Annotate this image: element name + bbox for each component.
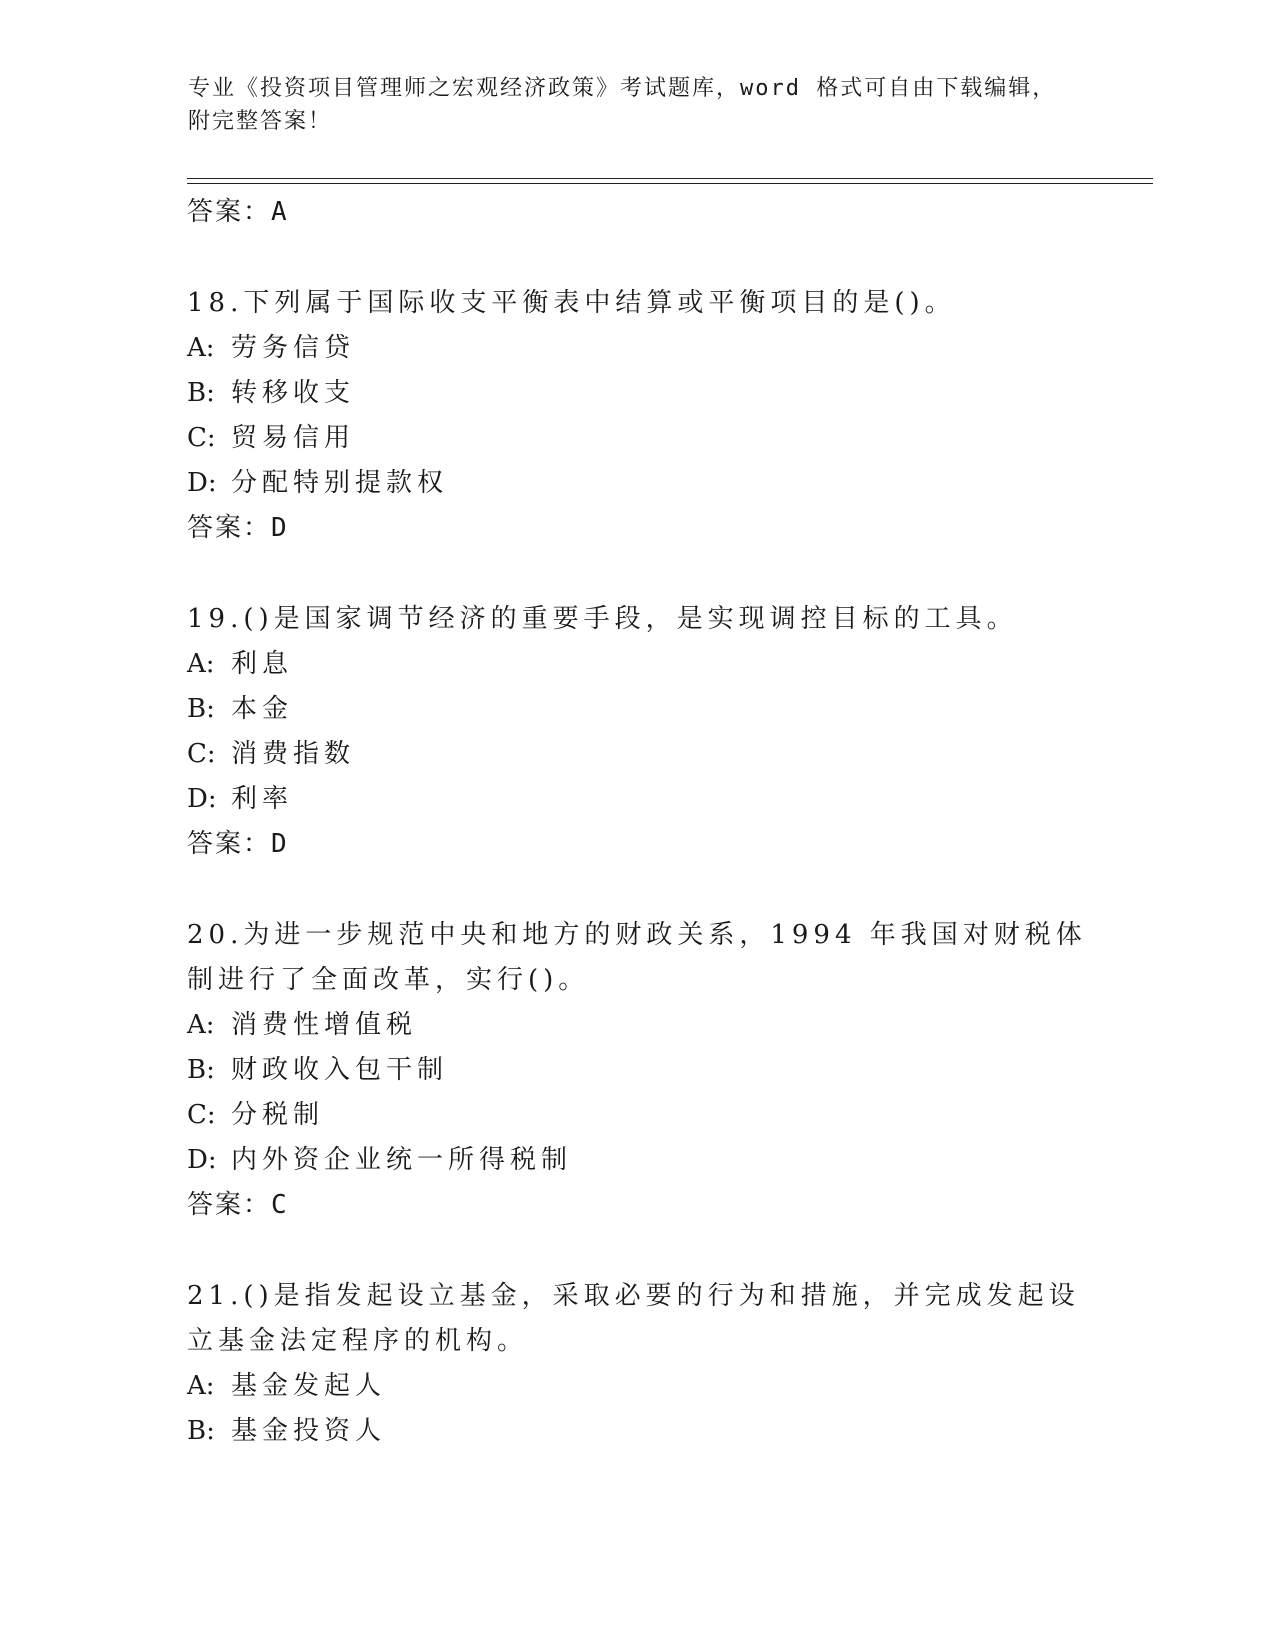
answer-line [187,822,1087,867]
option-text: 转移收支 [231,378,356,408]
option-c [187,416,1087,461]
option-text: 财政收入包干制 [231,1055,449,1085]
option-text: 贸易信用 [231,423,356,453]
option-key: B: [187,694,215,724]
option-key: D: [187,784,217,814]
option-key: B: [187,1055,215,1085]
option-key: D: [187,1145,217,1175]
option-a [187,642,1087,687]
option-key: B: [187,1416,215,1446]
option-text: 消费指数 [231,739,356,769]
option-text: 分配特别提款权 [231,468,449,498]
option-text: 消费性增值税 [231,1010,418,1040]
option-c [187,732,1087,777]
answer-value: A [271,197,289,227]
option-b [187,371,1087,416]
question-stem: 19.()是国家调节经济的重要手段，是实现调控目标的工具。 [187,604,1018,634]
option-b [187,1409,1087,1454]
option-key: C: [187,423,216,453]
option-d [187,777,1087,822]
option-key: A: [187,1371,215,1401]
option-text: 利率 [231,784,294,814]
answer-line [187,506,1087,551]
answer-label: 答案： [187,1190,272,1220]
header-line-2: 附完整答案！ [188,109,333,134]
question-21 [187,1274,1087,1454]
header-line-1: 专业《投资项目管理师之宏观经济政策》考试题库，word 格式可自由下载编辑， [188,76,1057,101]
question-list [187,190,1087,1454]
question-stem: 21.()是指发起设立基金，采取必要的行为和措施，并完成发起设立基金法定程序的机构。 [187,1281,1080,1356]
option-b [187,1048,1087,1093]
option-key: A: [187,1010,215,1040]
option-key: B: [187,378,215,408]
option-key: A: [187,333,215,363]
option-text: 利息 [231,649,294,679]
option-d [187,461,1087,506]
option-b [187,687,1087,732]
document-header [188,72,1088,138]
option-a [187,1003,1087,1048]
option-key: C: [187,739,216,769]
answer-value: D [271,513,289,543]
question-18 [187,281,1087,551]
option-text: 劳务信贷 [231,333,356,363]
option-a [187,326,1087,371]
answer-value: D [271,829,289,859]
option-text: 分税制 [231,1100,325,1130]
option-key: D: [187,468,217,498]
option-a [187,1364,1087,1409]
answer-line [187,1183,1087,1228]
option-d [187,1138,1087,1183]
answer-label: 答案： [187,829,272,859]
option-text: 内外资企业统一所得税制 [231,1145,573,1175]
option-text: 基金发起人 [231,1371,387,1401]
question-20 [187,913,1087,1228]
question-19 [187,597,1087,867]
answer-label: 答案： [187,197,272,227]
option-text: 基金投资人 [231,1416,387,1446]
question-stem: 18.下列属于国际收支平衡表中结算或平衡项目的是()。 [187,288,956,318]
answer-line [187,190,1087,235]
option-c [187,1093,1087,1138]
header-divider [187,178,1153,184]
option-text: 本金 [231,694,294,724]
answer-label: 答案： [187,513,272,543]
option-key: C: [187,1100,216,1130]
answer-value: C [271,1190,289,1220]
question-stem: 20.为进一步规范中央和地方的财政关系，1994 年我国对财税体制进行了全面改革，实行()。 [187,920,1087,995]
option-key: A: [187,649,215,679]
